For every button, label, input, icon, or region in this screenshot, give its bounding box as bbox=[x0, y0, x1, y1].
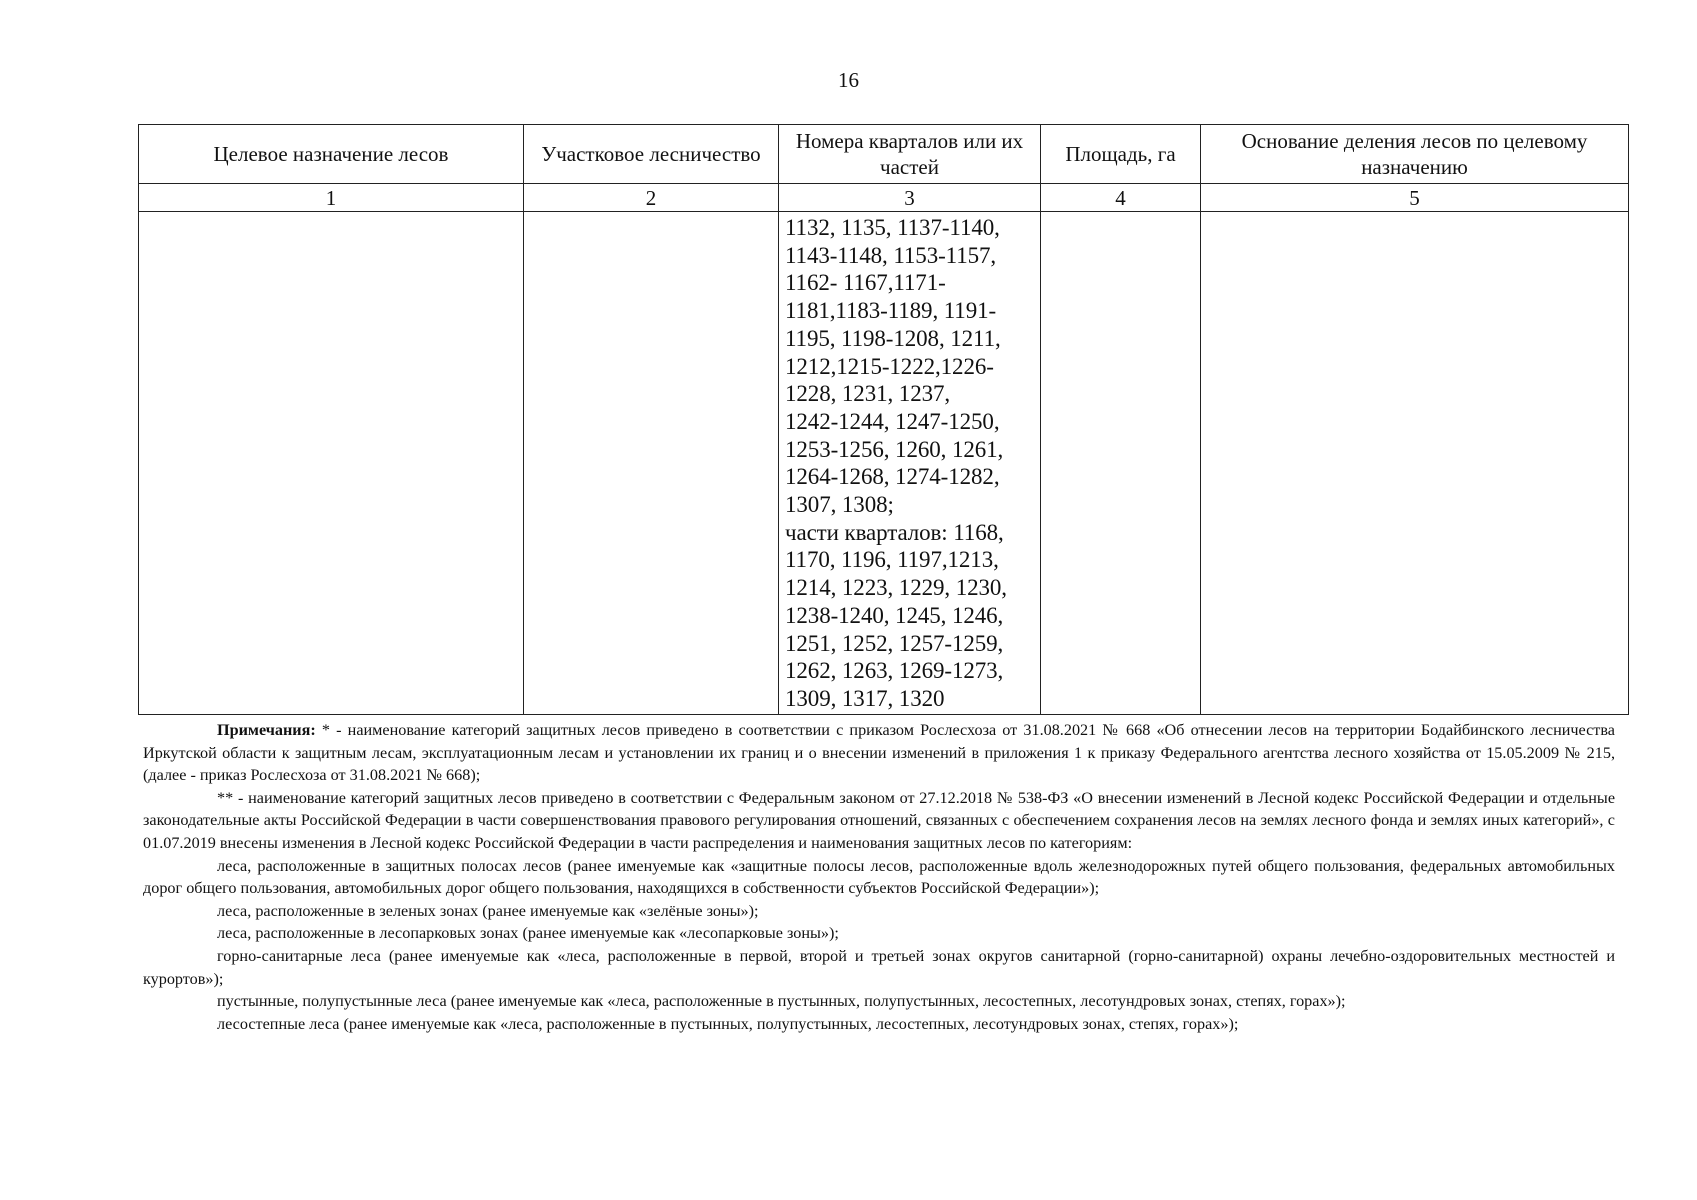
header-quarters: Номера кварталов или их частей bbox=[779, 125, 1041, 184]
quarters-line: 1264-1268, 1274-1282, bbox=[785, 464, 1000, 490]
quarters-line: 1143-1148, 1153-1157, bbox=[785, 242, 997, 268]
quarters-line: части кварталов: 1168, bbox=[785, 519, 1004, 545]
column-number: 5 bbox=[1201, 184, 1629, 212]
table-header-row bbox=[139, 125, 1629, 184]
note-paragraph: пустынные, полупустынные леса (ранее именуемые как «леса, расположенные в пустынных, полупустынных, лесостепных, лесотундровых зонах, степях, горах»); bbox=[217, 992, 1346, 1011]
cell-basis bbox=[1201, 212, 1629, 715]
column-number: 1 bbox=[139, 184, 524, 212]
quarters-line: 1262, 1263, 1269-1273, bbox=[785, 658, 1004, 684]
quarters-line: 1242-1244, 1247-1250, bbox=[785, 408, 1000, 434]
note-paragraph: леса, расположенные в лесопарковых зонах (ранее именуемые как «лесопарковые зоны»); bbox=[217, 924, 839, 943]
header-purpose: Целевое назначение лесов bbox=[139, 125, 524, 184]
column-number: 4 bbox=[1041, 184, 1201, 212]
cell-forestry bbox=[524, 212, 779, 715]
quarters-line: 1162- 1167,1171- bbox=[785, 270, 946, 296]
column-number-row bbox=[139, 184, 1629, 212]
quarters-line: 1170, 1196, 1197,1213, bbox=[785, 547, 999, 573]
note-paragraph: лесостепные леса (ранее именуемые как «леса, расположенные в пустынных, полупустынных, лесостепных, лесотундровых зонах, степях, горах»); bbox=[217, 1014, 1239, 1033]
cell-quarters bbox=[779, 212, 1041, 715]
quarters-line: 1238-1240, 1245, 1246, bbox=[785, 602, 1004, 628]
quarters-line: 1181,1183-1189, 1191- bbox=[785, 298, 997, 324]
note-paragraph: леса, расположенные в зеленых зонах (ранее именуемые как «зелёные зоны»); bbox=[217, 901, 759, 920]
quarters-line: 1212,1215-1222,1226- bbox=[785, 353, 994, 379]
column-number: 3 bbox=[779, 184, 1041, 212]
quarters-line: 1214, 1223, 1229, 1230, bbox=[785, 575, 1007, 601]
quarters-line: 1253-1256, 1260, 1261, bbox=[785, 436, 1004, 462]
page-number: 16 bbox=[838, 68, 859, 92]
forest-purpose-table bbox=[138, 124, 1629, 715]
quarters-line: 1307, 1308; bbox=[785, 492, 894, 518]
notes-label: Примечания: bbox=[217, 721, 316, 739]
quarters-list bbox=[779, 212, 1040, 713]
quarters-line: 1132, 1135, 1137-1140, bbox=[785, 215, 1000, 240]
header-basis: Основание деления лесов по целевому назначению bbox=[1201, 125, 1629, 184]
header-forestry: Участковое лесничество bbox=[524, 125, 779, 184]
notes-section bbox=[143, 719, 1615, 1035]
header-area: Площадь, га bbox=[1041, 125, 1201, 184]
note-paragraph: леса, расположенные в защитных полосах лесов (ранее именуемые как «защитные полосы лесов, расположенные вдоль железнодорожных путей общего пользования, федеральных автомобильных дорог общего пользования, автомобильных дорог общего пользования, находящихся в собственности субъектов Российской Федерации»); bbox=[143, 856, 1615, 898]
note-text: * - наименование категорий защитных лесов приведено в соответствии с приказом Рослесхоза от 31.08.2021 № 668 «Об отнесении лесов на территории Бодайбинского лесничества Иркутской области к защитным лесам, эксплуатационным лесам и установлении их границ и о внесении изменений в приложения 1 к приказу Федерального агентства лесного хозяйства от 15.05.2009 № 215, (далее - приказ Рослесхоза от 31.08.2021 № 668); bbox=[143, 721, 1615, 785]
table-row bbox=[139, 212, 1629, 715]
cell-area bbox=[1041, 212, 1201, 715]
quarters-line: 1251, 1252, 1257-1259, bbox=[785, 630, 1004, 656]
quarters-line: 1228, 1231, 1237, bbox=[785, 381, 951, 407]
quarters-line: 1195, 1198-1208, 1211, bbox=[785, 325, 1001, 351]
note-paragraph bbox=[143, 719, 1615, 787]
note-paragraph: ** - наименование категорий защитных лесов приведено в соответствии с Федеральным законом от 27.12.2018 № 538-ФЗ «О внесении изменений в Лесной кодекс Российской Федерации и отдельные законодательные акты Российской Федерации в части совершенствования правового регулирования отношений, связанных с обеспечением сохранения лесов на землях лесного фонда и землях иных категорий», с 01.07.2019 внесены изменения в Лесной кодекс Российской Федерации в части распределения и наименования защитных лесов по категориям: bbox=[143, 788, 1615, 852]
cell-purpose bbox=[139, 212, 524, 715]
column-number: 2 bbox=[524, 184, 779, 212]
note-paragraph: горно-санитарные леса (ранее именуемые как «леса, расположенные в первой, второй и третьей зонах округов санитарной (горно-санитарной) охраны лечебно-оздоровительных местностей и курортов»); bbox=[143, 946, 1615, 988]
quarters-line: 1309, 1317, 1320 bbox=[785, 685, 945, 711]
